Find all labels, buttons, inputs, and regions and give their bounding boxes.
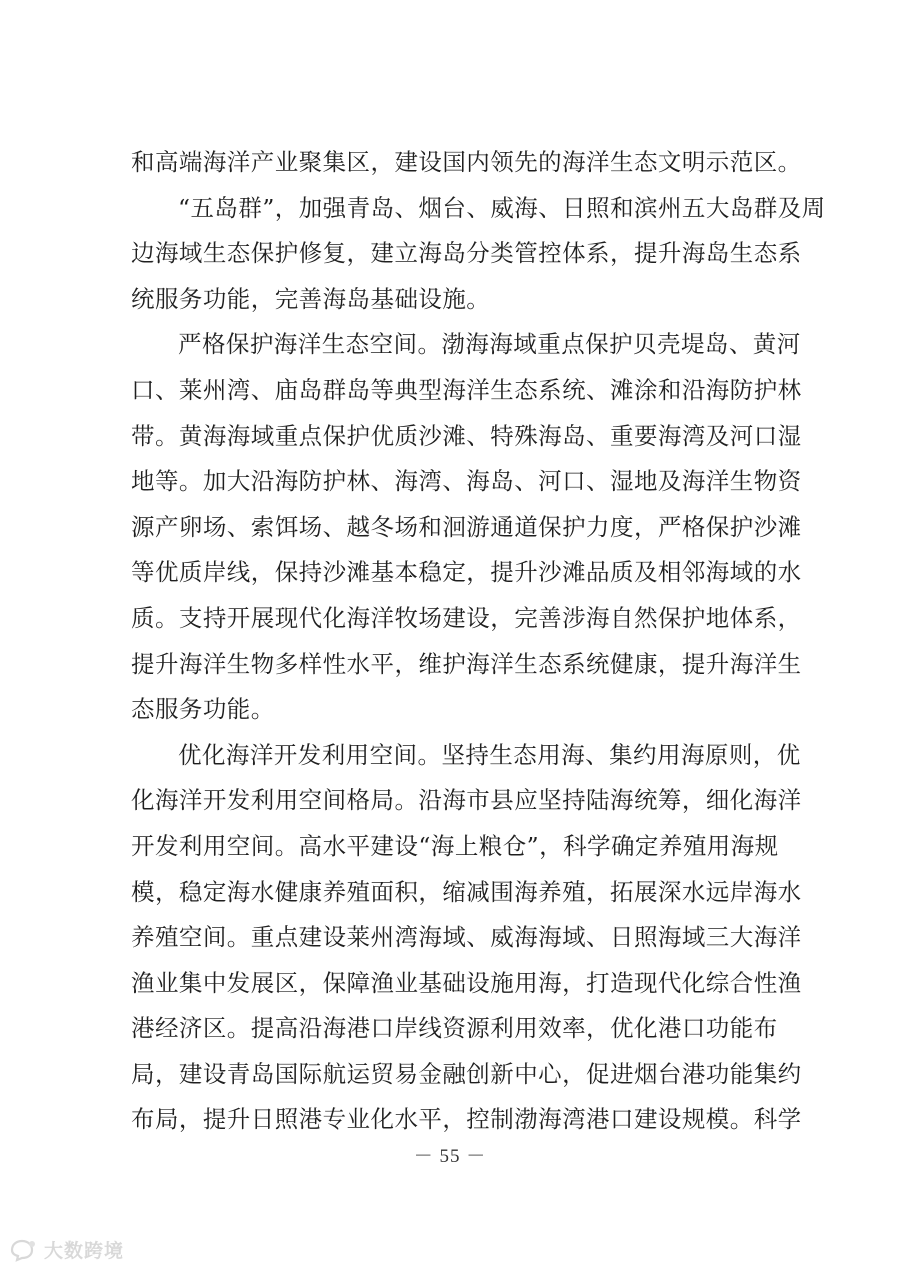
text-line: 化海洋开发利用空间格局。沿海市县应坚持陆海统筹，细化海洋 [131, 786, 802, 815]
text-line: 统服务功能，完善海岛基础设施。 [131, 284, 491, 313]
text-line: 地等。加大沿海防护林、海湾、海岛、河口、湿地及海洋生物资 [131, 467, 802, 496]
text-line: 开发利用空间。高水平建设“海上粮仓”，科学确定养殖用海规 [131, 831, 779, 860]
paragraph-start-line: 严格保护海洋生态空间。渤海海域重点保护贝壳堤岛、黄河 [178, 330, 801, 359]
text-line: 提升海洋生物多样性水平，维护海洋生态系统健康，提升海洋生 [131, 649, 802, 678]
text-line: 模，稳定海水健康养殖面积，缩减围海养殖，拓展深水远岸海水 [131, 877, 802, 906]
text-line: 态服务功能。 [131, 695, 275, 724]
text-line: 养殖空间。重点建设莱州湾海域、威海海域、日照海域三大海洋 [131, 923, 802, 952]
text-line: 口、莱州湾、庙岛群岛等典型海洋生态系统、滩涂和沿海防护林 [131, 375, 802, 404]
paragraph-start-line: 优化海洋开发利用空间。坚持生态用海、集约用海原则，优 [178, 740, 801, 769]
text-line: 布局，提升日照港专业化水平，控制渤海湾港口建设规模。科学 [131, 1105, 802, 1134]
page-number: － 55 － [413, 1146, 487, 1167]
watermark [8, 1236, 124, 1263]
body-text [131, 140, 826, 1143]
text-line: 边海域生态保护修复，建立海岛分类管控体系，提升海岛生态系 [131, 239, 802, 268]
text-line: 带。黄海海域重点保护优质沙滩、特殊海岛、重要海湾及河口湿 [131, 421, 802, 450]
text-line: 局，建设青岛国际航运贸易金融创新中心，促进烟台港功能集约 [131, 1059, 802, 1088]
text-line: 和高端海洋产业聚集区，建设国内领先的海洋生态文明示范区。 [131, 148, 802, 176]
text-line: 源产卵场、索饵场、越冬场和洄游通道保护力度，严格保护沙滩 [131, 512, 802, 541]
watermark-text: 大数跨境 [44, 1240, 125, 1262]
text-line: 等优质岸线，保持沙滩基本稳定，提升沙滩品质及相邻海域的水 [131, 558, 802, 587]
text-line: “五岛群”，加强青岛、烟台、威海、日照和滨州五大岛群及周 [178, 193, 826, 222]
text-line: 质。支持开展现代化海洋牧场建设，完善涉海自然保护地体系， [131, 603, 802, 632]
text-line: 港经济区。提高沿海港口岸线资源利用效率，优化港口功能布 [131, 1014, 778, 1043]
chat-bubble-logo-icon [8, 1238, 38, 1262]
text-line: 渔业集中发展区，保障渔业基础设施用海，打造现代化综合性渔 [131, 968, 802, 997]
